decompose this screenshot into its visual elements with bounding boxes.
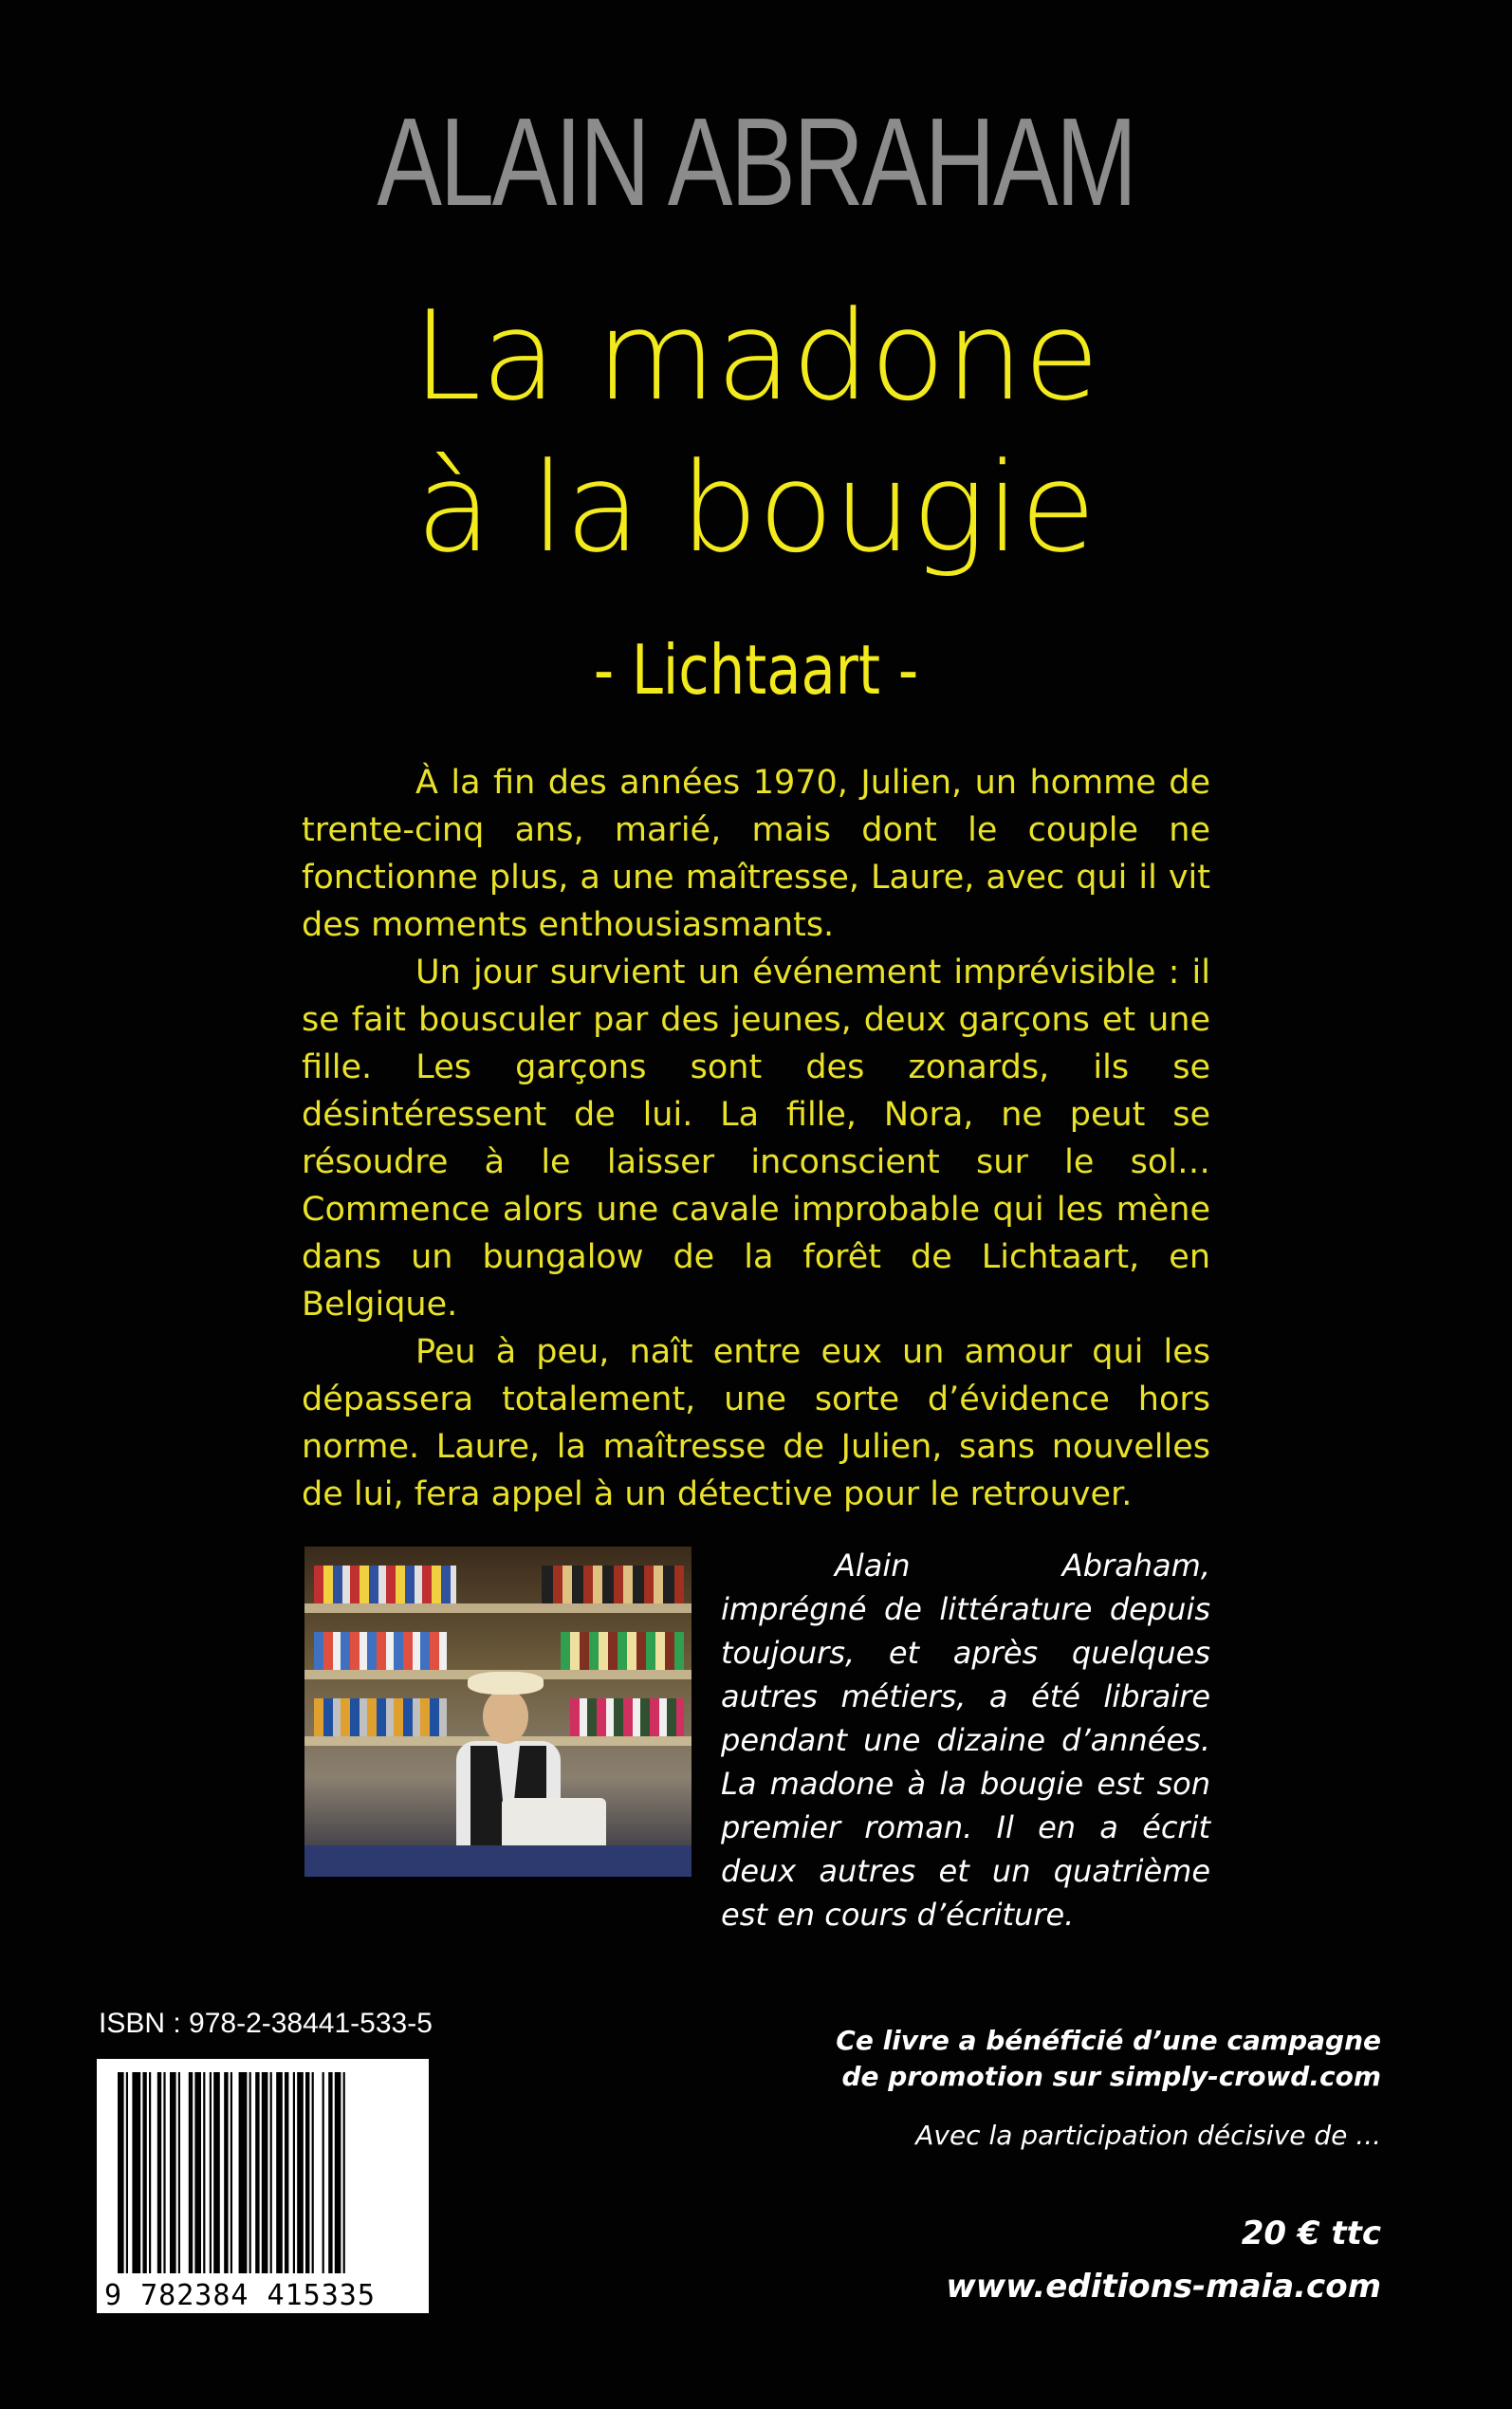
- barcode-bar: [343, 2072, 345, 2273]
- barcode-bar: [249, 2072, 251, 2273]
- barcode-bar: [213, 2072, 220, 2273]
- barcode-bar: [312, 2072, 314, 2273]
- barcode-bar: [224, 2072, 228, 2273]
- barcode-bar: [239, 2072, 248, 2273]
- barcode-bar: [126, 2072, 128, 2273]
- barcode-bar: [270, 2072, 272, 2273]
- barcode-digits: 9 782384 415335: [104, 2279, 376, 2312]
- book-subtitle: - Lichtaart -: [593, 630, 919, 710]
- book-title-line-1: La madone: [412, 284, 1100, 428]
- barcode-bar: [178, 2072, 180, 2273]
- barcode-bar: [142, 2072, 146, 2273]
- synopsis-paragraph-3: Peu à peu, naît entre eux un amour qui les dépassera totalement, une sorte d’évidence hors norme. Laure, la maîtresse de Julien, sans nouvelles de lui, fera appel à un détective pour le retrouver.: [302, 1333, 1210, 1513]
- author-bio: [721, 1544, 1210, 1936]
- barcode-bar: [323, 2072, 324, 2273]
- barcode-bar: [293, 2072, 295, 2273]
- barcode-bar: [285, 2072, 288, 2273]
- barcode-bar: [230, 2072, 232, 2273]
- barcode-bar: [255, 2072, 259, 2273]
- barcode-bar: [335, 2072, 341, 2273]
- author-bio-text: Alain Abraham, imprégné de littérature depuis toujours, et après quelques autres métiers, a été libraire pendant une dizaine d’années. La madone à la bougie est son premier roman. Il en a écrit deux autres et un quatrième est en cours d’écriture.: [721, 1547, 1210, 1933]
- barcode-bar: [189, 2072, 193, 2273]
- barcode-bar: [276, 2072, 283, 2273]
- barcode-bar: [157, 2072, 161, 2273]
- barcode-bar: [210, 2072, 212, 2273]
- author-photo: [304, 1547, 691, 1877]
- barcode-bar: [203, 2072, 205, 2273]
- barcode-bar: [194, 2072, 201, 2273]
- isbn-label: ISBN : 978-2-38441-533-5: [99, 2008, 433, 2039]
- barcode-bar: [297, 2072, 304, 2273]
- barcode-bar: [118, 2072, 124, 2273]
- barcode-bar: [170, 2072, 176, 2273]
- barcode-bar: [149, 2072, 151, 2273]
- barcode-bar: [305, 2072, 309, 2273]
- author-name: ALAIN ABRAHAM: [377, 92, 1135, 232]
- price: 20 € ttc: [1241, 2214, 1381, 2252]
- barcode-bar: [262, 2072, 268, 2273]
- synopsis: [302, 759, 1210, 1518]
- barcode-bar: [132, 2072, 140, 2273]
- synopsis-paragraph-2: Un jour survient un événement imprévisible : il se fait bousculer par des jeunes, deux garçons et une fille. Les garçons sont des zonards, ils se désintéressent de lui. La fille, Nora, ne peut se résoudre à le laisser inconscient sur le sol… Commence alors une cavale improbable qui les mène dans un bungalow de la forêt de Lichtaart, en Belgique.: [302, 954, 1210, 1324]
- book-title-line-2: à la bougie: [415, 435, 1097, 580]
- barcode-bar: [163, 2072, 165, 2273]
- barcode: [97, 2059, 429, 2313]
- crowdfunding-note-line-1: Ce livre a bénéficié d’une campagne: [836, 2025, 1381, 2056]
- crowdfunding-note-line-2: de promotion sur simply-crowd.com: [841, 2061, 1381, 2092]
- barcode-bar: [328, 2072, 332, 2273]
- publisher-website: www.editions-maia.com: [946, 2268, 1381, 2306]
- synopsis-paragraph-1: À la fin des années 1970, Julien, un homme de trente-cinq ans, marié, mais dont le couple ne fonctionne plus, a une maîtresse, Laure, avec qui il vit des moments enthousiasmants.: [302, 764, 1210, 944]
- barcode-bars: [97, 2059, 429, 2313]
- crowdfunding-note: [717, 2023, 1381, 2095]
- participation-note: Avec la participation décisive de ...: [915, 2120, 1381, 2151]
